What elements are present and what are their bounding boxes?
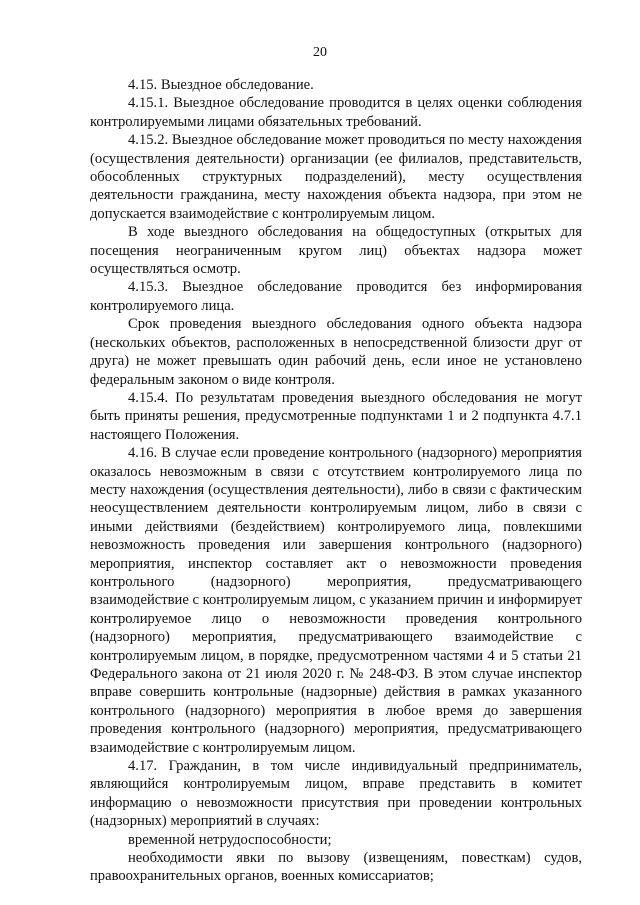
paragraph-inspection-term: Срок проведения выездного обследования одного объекта надзора (нескольких объектов, расположенных в непосредственной близости друг от друга) не может превышать один рабочий день, если иное не установлено федеральным законом о виде контроля. (90, 316, 582, 388)
paragraph-4-15: 4.15. Выездное обследование. (128, 77, 314, 93)
paragraph-4-16: 4.16. В случае если проведение контрольного (надзорного) мероприятия оказалось невозможным в связи с отсутствием контролируемого лица по месту нахождения (осуществления деятельности), либо в связи с фактическим неосуществлением деятельности контролируемым лицом, либо в связи с иными действиями (бездействием) контролируемого лица, повлекшими невозможность проведения или завершения контрольного (надзорного) мероприятия, инспектор составляет акт о невозможности проведения контрольного (надзорного) мероприятия, предусматривающего взаимодействие с контролируемым лицом, с указанием причин и информирует контролируемое лицо о невозможности проведения контрольного (надзорного) мероприятия, предусматривающего взаимодействие с контролируемым лицом, в порядке, предусмотренном частями 4 и 5 статьи 21 Федерального закона от 21 июля 2020 г. № 248-ФЗ. В этом случае инспектор вправе совершить контрольные (надзорные) действия в рамках указанного контрольного (надзорного) мероприятия в любое время до завершения проведения контрольного (надзорного) мероприятия, предусматривающего взаимодействие с контролируемым лицом. (90, 445, 582, 756)
document-body (90, 76, 582, 886)
paragraph-4-15-1: 4.15.1. Выездное обследование проводится в целях оценки соблюдения контролируемыми лицами обязательных требований. (90, 95, 582, 130)
list-item-temporary-disability: временной нетрудоспособности; (128, 831, 332, 848)
paragraph-4-15-3: 4.15.3. Выездное обследование проводится без информирования контролируемого лица. (90, 279, 582, 314)
paragraph-4-15-4: 4.15.4. По результатам проведения выездного обследования не могут быть приняты решения, предусмотренные подпунктами 1 и 2 подпункта 4.7.1 настоящего Положения. (90, 389, 582, 443)
paragraph-open-objects-inspection: В ходе выездного обследования на общедоступных (открытых для посещения неограниченным кругом лиц) объектах надзора может осуществляться осмотр. (90, 224, 582, 278)
list-item-summons: необходимости явки по вызову (извещениям, повесткам) судов, правоохранительных органов, военных комиссариатов; (90, 850, 582, 885)
paragraph-4-15-2: 4.15.2. Выездное обследование может проводиться по месту нахождения (осуществления деятельности) организации (ее филиалов, представительств, обособленных структурных подразделений), месту осуществления деятельности гражданина, месту нахождения объекта надзора, при этом не допускается взаимодействие с контролируемым лицом. (90, 132, 582, 222)
page-number: 20 (313, 45, 327, 60)
paragraph-4-17: 4.17. Гражданин, в том числе индивидуальный предприниматель, являющийся контролируемым лицом, вправе представить в комитет информацию о невозможности присутствия при проведении контрольных (надзорных) мероприятий в случаях: (90, 758, 582, 830)
